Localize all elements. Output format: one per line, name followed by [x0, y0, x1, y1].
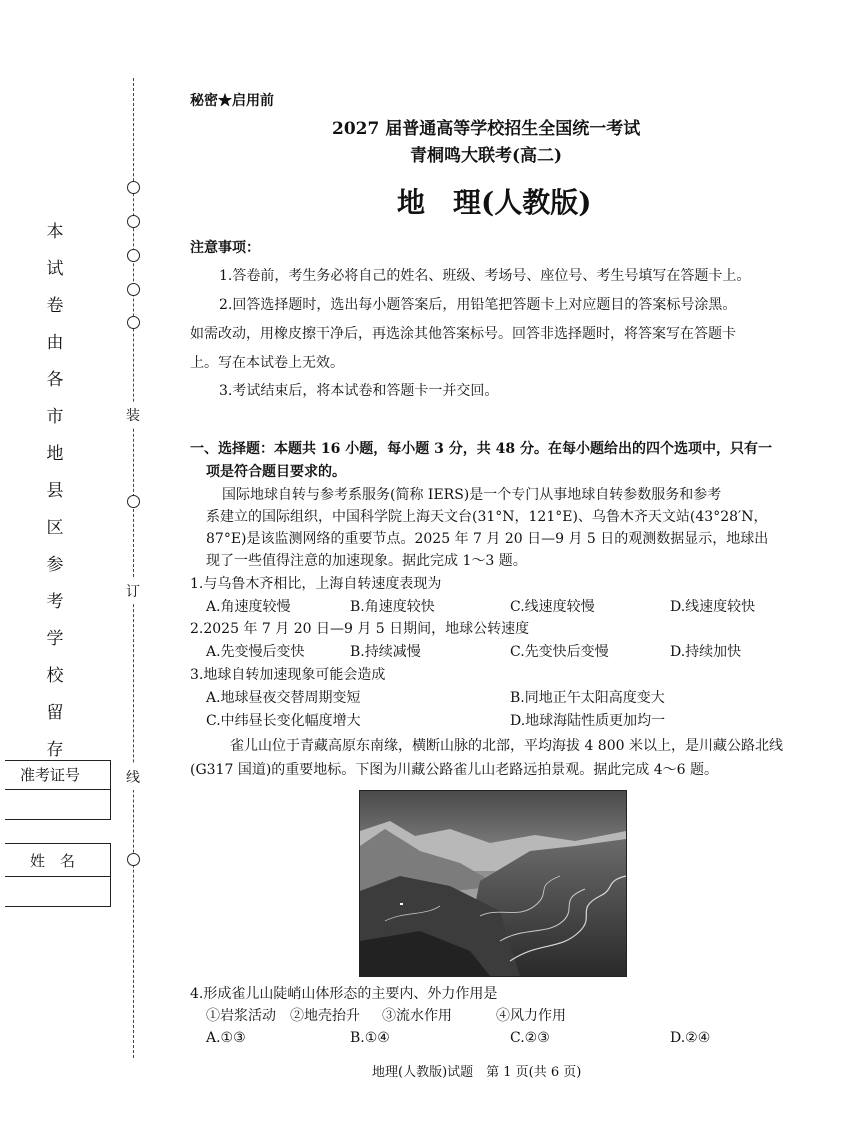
q3-option-a: A.地球昼夜交替周期变短: [206, 690, 361, 706]
q2-option-b: B.持续减慢: [350, 644, 421, 660]
binding-hole: [127, 853, 140, 866]
notice-item-1: 1.答卷前，考生务必将自己的姓名、班级、考场号、座位号、考生号填写在答题卡上。: [219, 268, 751, 284]
notice-item-3: 3.考试结束后，将本试卷和答题卡一并交回。: [219, 383, 499, 399]
exam-subtitle: 青桐鸣大联考(高二): [410, 146, 563, 166]
section-heading-cont: 项是符合题目要求的。: [206, 464, 346, 480]
q1-option-a: A.角速度较慢: [206, 599, 291, 615]
vertical-retention-note: 本 试 卷 由 各 市 地 县 区 参 考 学 校 留 存: [46, 222, 64, 760]
q1-option-b: B.角速度较快: [350, 599, 435, 615]
q1-option-c: C.线速度较慢: [510, 599, 595, 615]
notice-heading: 注意事项：: [190, 240, 260, 256]
binding-hole: [127, 283, 140, 296]
queershan-road-photo: [359, 790, 627, 977]
exam-number-label: 准考证号: [20, 766, 81, 784]
name-label: 姓 名: [30, 852, 76, 870]
binding-word-ding: 订: [126, 578, 140, 604]
passage-2-line: (G317 国道)的重要地标。下图为川藏公路雀儿山老路远拍景观。据此完成 4～6 题。: [190, 762, 718, 778]
passage-1-line: 系建立的国际组织，中国科学院上海天文台(31°N，121°E)、乌鲁木齐天文站(43°28′N，: [206, 509, 768, 525]
q3-option-c: C.中纬昼长变化幅度增大: [206, 713, 361, 729]
passage-2-line: 雀儿山位于青藏高原东南缘，横断山脉的北部，平均海拔 4 800 米以上，是川藏公路北线: [230, 738, 783, 754]
binding-hole: [127, 249, 140, 262]
q1-option-d: D.线速度较快: [670, 599, 756, 615]
q4-option-b: B.①④: [350, 1030, 390, 1046]
notice-item-2-cont: 如需改动，用橡皮擦干净后，再选涂其他答案标号。回答非选择题时，将答案写在答题卡: [190, 326, 736, 342]
question-2-stem: 2.2025 年 7 月 20 日—9 月 5 日期间，地球公转速度: [190, 621, 530, 637]
passage-1-line: 现了一些值得注意的加速现象。据此完成 1～3 题。: [206, 553, 527, 569]
binding-word-zhuang: 装: [126, 402, 140, 428]
page-footer: 地理(人教版)试题 第 1 页(共 6 页): [372, 1065, 582, 1080]
q4-option-c: C.②③: [510, 1030, 550, 1046]
q2-option-d: D.持续加快: [670, 644, 742, 660]
binding-hole: [127, 495, 140, 508]
notice-item-2-end: 上。写在本试卷上无效。: [190, 355, 344, 371]
section-heading: 一、选择题：本题共 16 小题，每小题 3 分，共 48 分。在每小题给出的四个选项中，只有一: [190, 441, 772, 457]
q4-option-d: D.②④: [670, 1030, 711, 1046]
binding-hole: [127, 316, 140, 329]
q4-item-2: ②地壳抬升: [290, 1008, 360, 1024]
q3-option-d: D.地球海陆性质更加均一: [510, 713, 666, 729]
question-1-stem: 1.与乌鲁木齐相比，上海自转速度表现为: [190, 576, 442, 592]
secrecy-mark: 秘密★启用前: [190, 93, 274, 109]
question-3-stem: 3.地球自转加速现象可能会造成: [190, 667, 386, 683]
passage-1-line: 87°E)是该监测网络的重要节点。2025 年 7 月 20 日—9 月 5 日的观测数据显示，地球出: [206, 531, 769, 547]
q4-option-a: A.①③: [206, 1030, 246, 1046]
q4-item-4: ④风力作用: [496, 1008, 566, 1024]
q2-option-c: C.先变快后变慢: [510, 644, 609, 660]
binding-hole: [127, 181, 140, 194]
q4-item-1: ①岩浆活动: [206, 1008, 276, 1024]
subject-title: 地 理(人教版): [397, 186, 592, 219]
question-4-stem: 4.形成雀儿山陡峭山体形态的主要内、外力作用是: [190, 986, 498, 1002]
notice-item-2: 2.回答选择题时，选出每小题答案后，用铅笔把答题卡上对应题目的答案标号涂黑。: [219, 297, 737, 313]
passage-1-line: 国际地球自转与参考系服务(简称 IERS)是一个专门从事地球自转参数服务和参考: [222, 487, 722, 503]
q3-option-b: B.同地正午太阳高度变大: [510, 690, 665, 706]
q4-item-3: ③流水作用: [382, 1008, 452, 1024]
q2-option-a: A.先变慢后变快: [206, 644, 305, 660]
exam-title: 2027 届普通高等学校招生全国统一考试: [332, 119, 641, 139]
binding-hole: [127, 215, 140, 228]
binding-word-xian: 线: [126, 764, 140, 790]
